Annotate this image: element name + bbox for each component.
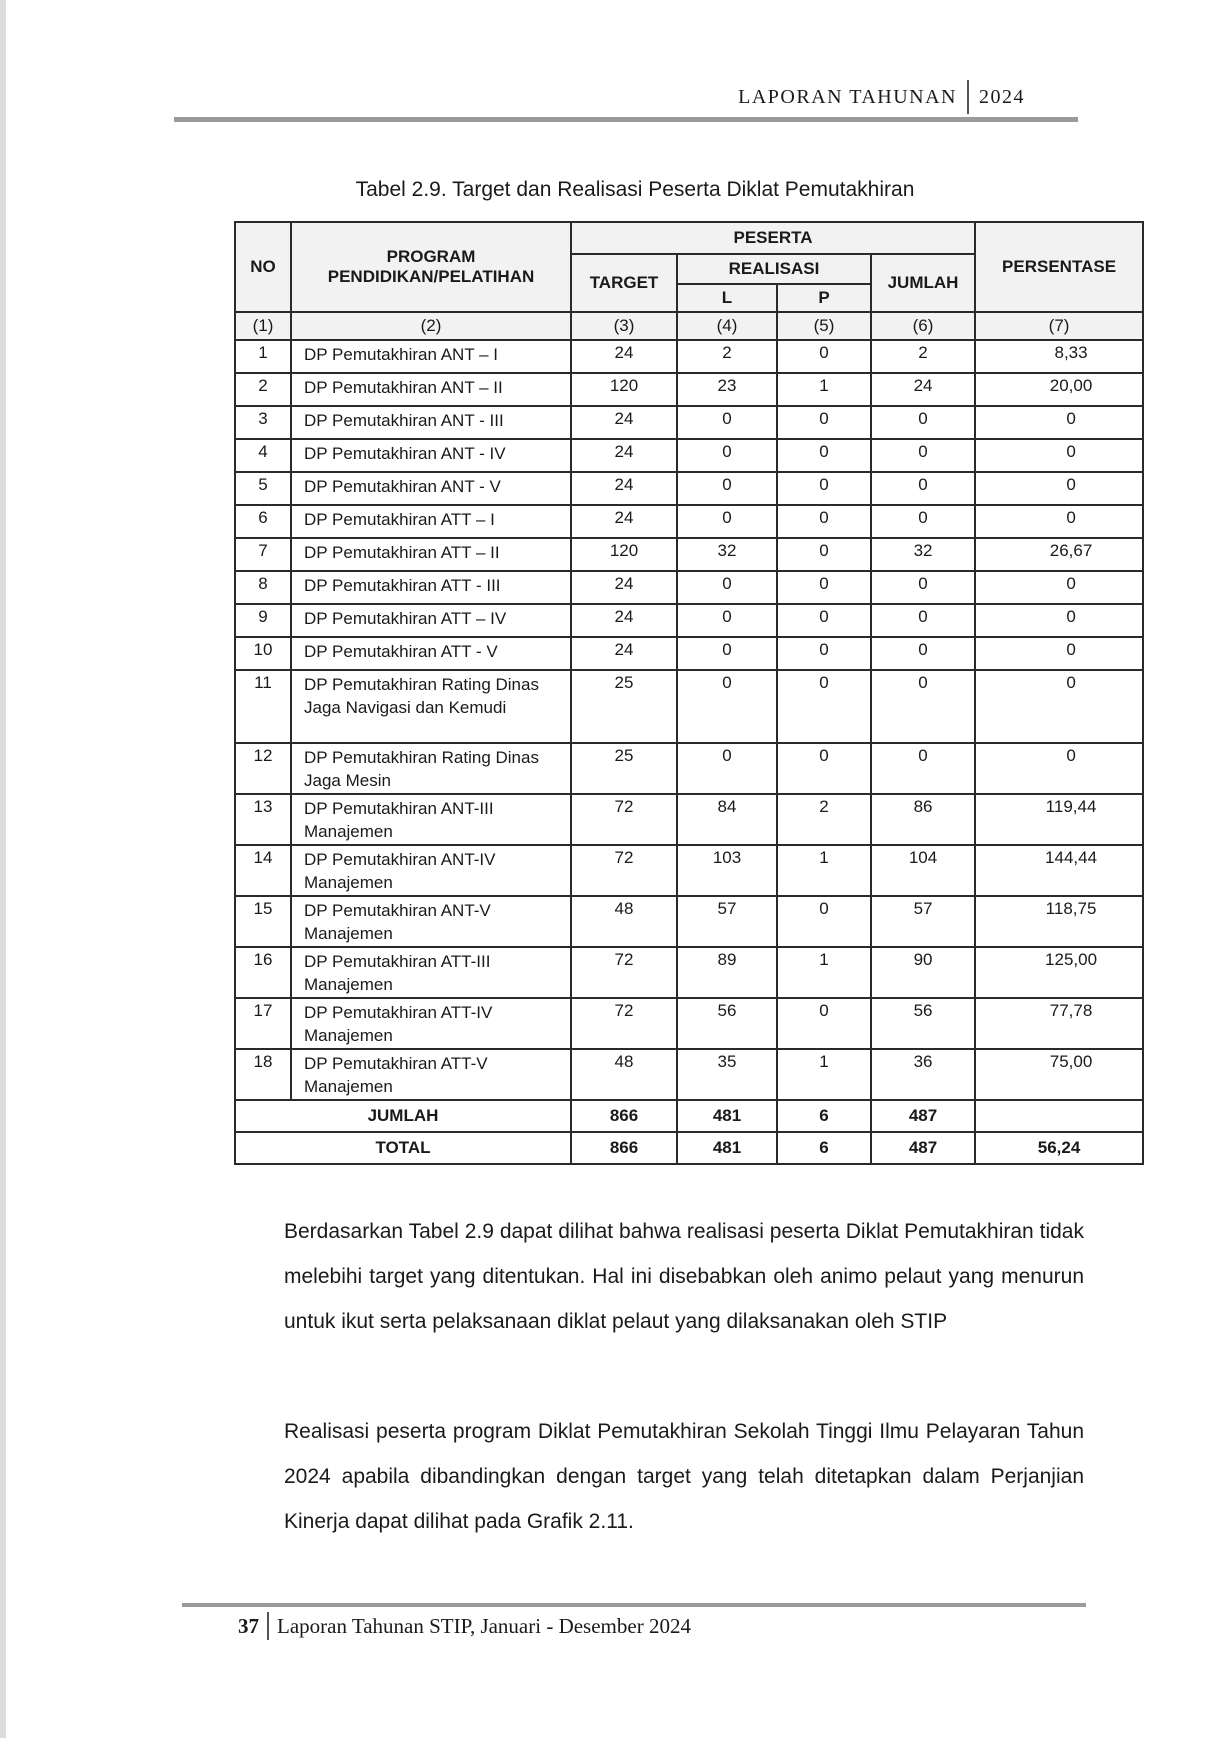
- persentase-cell: 0: [975, 637, 1143, 670]
- persentase-cell: 0: [975, 505, 1143, 538]
- total-row: [235, 1132, 1143, 1164]
- l-cell: 89: [677, 947, 777, 998]
- jumlah-cell: 0: [871, 472, 975, 505]
- persentase-cell: 0: [975, 743, 1143, 794]
- row-no: 11: [235, 670, 291, 743]
- persentase-cell: 8,33: [975, 340, 1143, 373]
- persentase-cell: 0: [975, 472, 1143, 505]
- table-row: [235, 373, 1143, 406]
- p-cell: 1: [777, 845, 871, 896]
- persentase-cell: 26,67: [975, 538, 1143, 571]
- p-cell: 0: [777, 896, 871, 947]
- jumlah-cell: 0: [871, 571, 975, 604]
- target-cell: 48: [571, 1049, 677, 1100]
- jumlah-cell: 0: [871, 743, 975, 794]
- jumlah-cell: 24: [871, 373, 975, 406]
- l-cell: 103: [677, 845, 777, 896]
- row-no: 13: [235, 794, 291, 845]
- program-name: DP Pemutakhiran ANT-V Manajemen: [291, 896, 571, 947]
- col-number: (7): [975, 312, 1143, 340]
- jumlah-cell: 57: [871, 896, 975, 947]
- header-persentase: PERSENTASE: [975, 222, 1143, 312]
- header-title: LAPORAN TAHUNAN: [738, 85, 957, 108]
- row-no: 10: [235, 637, 291, 670]
- jumlah-p: 6: [777, 1100, 871, 1132]
- table-row: [235, 571, 1143, 604]
- header-peserta: PESERTA: [571, 222, 975, 254]
- jumlah-cell: 86: [871, 794, 975, 845]
- col-number: (5): [777, 312, 871, 340]
- jumlah-label: JUMLAH: [235, 1100, 571, 1132]
- table-row: [235, 794, 1143, 845]
- l-cell: 35: [677, 1049, 777, 1100]
- footer-separator: [267, 1612, 269, 1640]
- persentase-cell: 0: [975, 406, 1143, 439]
- target-cell: 24: [571, 406, 677, 439]
- header-separator: [967, 80, 969, 114]
- total-l: 481: [677, 1132, 777, 1164]
- page-header: [720, 82, 1025, 112]
- l-cell: 56: [677, 998, 777, 1049]
- column-number-row: [235, 312, 1143, 340]
- col-number: (4): [677, 312, 777, 340]
- header-rule: [174, 117, 1078, 122]
- persentase-cell: 0: [975, 571, 1143, 604]
- scan-edge: [0, 0, 6, 1738]
- row-no: 15: [235, 896, 291, 947]
- persentase-cell: 144,44: [975, 845, 1143, 896]
- table-row: [235, 1049, 1143, 1100]
- l-cell: 2: [677, 340, 777, 373]
- row-no: 8: [235, 571, 291, 604]
- row-no: 4: [235, 439, 291, 472]
- table-row: [235, 505, 1143, 538]
- jumlah-cell: 0: [871, 505, 975, 538]
- row-no: 1: [235, 340, 291, 373]
- target-cell: 24: [571, 571, 677, 604]
- persentase-cell: 77,78: [975, 998, 1143, 1049]
- jumlah-cell: 36: [871, 1049, 975, 1100]
- header-program: PROGRAM PENDIDIKAN/PELATIHAN: [291, 222, 571, 312]
- p-cell: 0: [777, 340, 871, 373]
- jumlah-cell: 0: [871, 439, 975, 472]
- program-name: DP Pemutakhiran ANT - V: [291, 472, 571, 505]
- p-cell: 2: [777, 794, 871, 845]
- table-row: [235, 743, 1143, 794]
- p-cell: 0: [777, 406, 871, 439]
- paragraph: Berdasarkan Tabel 2.9 dapat dilihat bahwa realisasi peserta Diklat Pemutakhiran tidak melebihi target yang ditentukan. Hal ini disebabkan oleh animo pelaut yang menurun untuk ikut serta pelaksanaan diklat pelaut yang dilaksanakan oleh STIP: [284, 1220, 1084, 1333]
- jumlah-cell: 104: [871, 845, 975, 896]
- persentase-cell: 0: [975, 439, 1143, 472]
- total-p: 6: [777, 1132, 871, 1164]
- jumlah-cell: 32: [871, 538, 975, 571]
- jumlah-cell: 2: [871, 340, 975, 373]
- l-cell: 0: [677, 439, 777, 472]
- col-number: (2): [291, 312, 571, 340]
- footer-text: Laporan Tahunan STIP, Januari - Desember 2024: [277, 1613, 691, 1638]
- target-cell: 72: [571, 845, 677, 896]
- total-persentase: 56,24: [975, 1132, 1143, 1164]
- l-cell: 23: [677, 373, 777, 406]
- target-cell: 120: [571, 373, 677, 406]
- p-cell: 0: [777, 505, 871, 538]
- table-row: [235, 538, 1143, 571]
- row-no: 5: [235, 472, 291, 505]
- target-cell: 25: [571, 743, 677, 794]
- table-row: [235, 604, 1143, 637]
- header-year: 2024: [979, 85, 1025, 108]
- program-name: DP Pemutakhiran ANT - IV: [291, 439, 571, 472]
- header-no: NO: [235, 222, 291, 312]
- page-number: 37: [238, 1613, 259, 1638]
- persentase-cell: 125,00: [975, 947, 1143, 998]
- l-cell: 84: [677, 794, 777, 845]
- persentase-cell: 0: [975, 670, 1143, 743]
- target-cell: 25: [571, 670, 677, 743]
- l-cell: 0: [677, 571, 777, 604]
- jumlah-cell: 0: [871, 406, 975, 439]
- p-cell: 0: [777, 571, 871, 604]
- table-caption: Tabel 2.9. Target dan Realisasi Peserta Diklat Pemutakhiran: [355, 178, 915, 201]
- jumlah-row: [235, 1100, 1143, 1132]
- row-no: 12: [235, 743, 291, 794]
- target-cell: 24: [571, 439, 677, 472]
- program-name: DP Pemutakhiran ATT - V: [291, 637, 571, 670]
- program-name: DP Pemutakhiran ATT-V Manajemen: [291, 1049, 571, 1100]
- p-cell: 0: [777, 472, 871, 505]
- program-name: DP Pemutakhiran ANT – I: [291, 340, 571, 373]
- row-no: 9: [235, 604, 291, 637]
- program-name: DP Pemutakhiran Rating Dinas Jaga Mesin: [291, 743, 571, 794]
- target-cell: 72: [571, 998, 677, 1049]
- row-no: 7: [235, 538, 291, 571]
- p-cell: 1: [777, 1049, 871, 1100]
- program-name: DP Pemutakhiran ANT – II: [291, 373, 571, 406]
- paragraph: Realisasi peserta program Diklat Pemutakhiran Sekolah Tinggi Ilmu Pelayaran Tahun 2024 apabila dibandingkan dengan target yang telah ditetapkan dalam Perjanjian Kinerja dapat dilihat pada Grafik 2.11.: [284, 1420, 1084, 1533]
- jumlah-cell: 0: [871, 604, 975, 637]
- header-jumlah: JUMLAH: [871, 254, 975, 312]
- jumlah-persentase: [975, 1100, 1143, 1132]
- program-name: DP Pemutakhiran ATT – II: [291, 538, 571, 571]
- p-cell: 0: [777, 439, 871, 472]
- l-cell: 32: [677, 538, 777, 571]
- header-realisasi: REALISASI: [677, 254, 871, 284]
- jumlah-l: 481: [677, 1100, 777, 1132]
- col-number: (3): [571, 312, 677, 340]
- footer-rule: [182, 1603, 1086, 1607]
- p-cell: 0: [777, 604, 871, 637]
- persentase-cell: 0: [975, 604, 1143, 637]
- col-number: (1): [235, 312, 291, 340]
- l-cell: 0: [677, 604, 777, 637]
- row-no: 14: [235, 845, 291, 896]
- jumlah-total: 487: [871, 1100, 975, 1132]
- table-row: [235, 439, 1143, 472]
- table-row: [235, 998, 1143, 1049]
- p-cell: 0: [777, 637, 871, 670]
- target-cell: 24: [571, 604, 677, 637]
- program-name: DP Pemutakhiran ANT-III Manajemen: [291, 794, 571, 845]
- row-no: 17: [235, 998, 291, 1049]
- program-name: DP Pemutakhiran ATT – IV: [291, 604, 571, 637]
- program-name: DP Pemutakhiran ANT-IV Manajemen: [291, 845, 571, 896]
- program-name: DP Pemutakhiran ANT - III: [291, 406, 571, 439]
- p-cell: 0: [777, 743, 871, 794]
- jumlah-target: 866: [571, 1100, 677, 1132]
- l-cell: 0: [677, 670, 777, 743]
- l-cell: 0: [677, 505, 777, 538]
- table-row: [235, 340, 1143, 373]
- header-l: L: [677, 284, 777, 312]
- p-cell: 1: [777, 373, 871, 406]
- header-target: TARGET: [571, 254, 677, 312]
- target-cell: 72: [571, 947, 677, 998]
- target-cell: 48: [571, 896, 677, 947]
- program-name: DP Pemutakhiran ATT-III Manajemen: [291, 947, 571, 998]
- program-name: DP Pemutakhiran ATT – I: [291, 505, 571, 538]
- l-cell: 0: [677, 637, 777, 670]
- page-footer: [238, 1612, 691, 1640]
- header-p: P: [777, 284, 871, 312]
- l-cell: 0: [677, 472, 777, 505]
- p-cell: 1: [777, 947, 871, 998]
- l-cell: 0: [677, 406, 777, 439]
- jumlah-cell: 0: [871, 670, 975, 743]
- table-row: [235, 406, 1143, 439]
- row-no: 6: [235, 505, 291, 538]
- target-cell: 120: [571, 538, 677, 571]
- program-name: DP Pemutakhiran ATT-IV Manajemen: [291, 998, 571, 1049]
- target-cell: 24: [571, 340, 677, 373]
- p-cell: 0: [777, 998, 871, 1049]
- l-cell: 0: [677, 743, 777, 794]
- table-row: [235, 896, 1143, 947]
- p-cell: 0: [777, 538, 871, 571]
- program-name: DP Pemutakhiran ATT - III: [291, 571, 571, 604]
- l-cell: 57: [677, 896, 777, 947]
- col-number: (6): [871, 312, 975, 340]
- target-cell: 24: [571, 505, 677, 538]
- table-row: [235, 637, 1143, 670]
- target-cell: 72: [571, 794, 677, 845]
- jumlah-cell: 56: [871, 998, 975, 1049]
- jumlah-cell: 0: [871, 637, 975, 670]
- total-target: 866: [571, 1132, 677, 1164]
- persentase-cell: 118,75: [975, 896, 1143, 947]
- persentase-cell: 119,44: [975, 794, 1143, 845]
- total-jumlah: 487: [871, 1132, 975, 1164]
- table-row: [235, 845, 1143, 896]
- p-cell: 0: [777, 670, 871, 743]
- table-row: [235, 472, 1143, 505]
- jumlah-cell: 90: [871, 947, 975, 998]
- row-no: 16: [235, 947, 291, 998]
- table-row: [235, 670, 1143, 743]
- table-row: [235, 947, 1143, 998]
- row-no: 3: [235, 406, 291, 439]
- target-cell: 24: [571, 472, 677, 505]
- program-name: DP Pemutakhiran Rating Dinas Jaga Navigasi dan Kemudi: [291, 670, 571, 743]
- total-label: TOTAL: [235, 1132, 571, 1164]
- persentase-cell: 75,00: [975, 1049, 1143, 1100]
- row-no: 2: [235, 373, 291, 406]
- row-no: 18: [235, 1049, 291, 1100]
- data-table: [234, 221, 1144, 1165]
- persentase-cell: 20,00: [975, 373, 1143, 406]
- target-cell: 24: [571, 637, 677, 670]
